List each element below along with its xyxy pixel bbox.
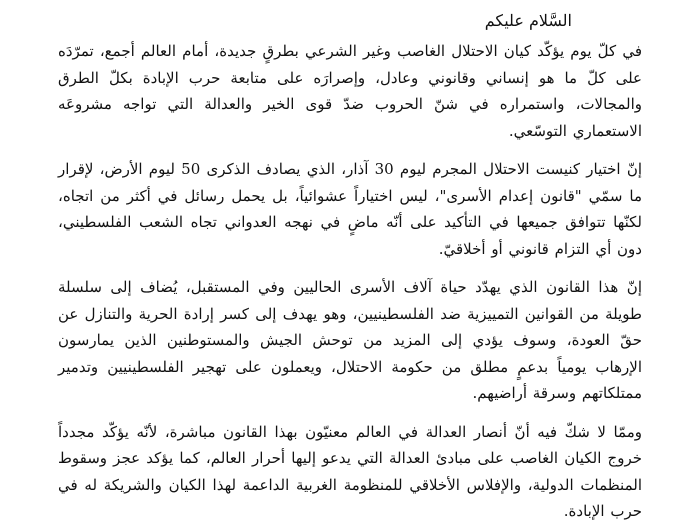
paragraph-3: إنّ هذا القانون الذي يهدّد حياة آلاف الأسرى الحاليين وفي المستقبل، يُضاف إلى سلسلة طويلة من القوانين التمييزية ضد الفلسطينيين، وهو يهدف إلى كسر إرادة الحرية والتنازل عن حقّ العودة، وسوف يؤدي إلى المزيد من توحش الجيش والمستوطنين الذين يمارسون الإرهاب يومياً بدعمٍ مطلق من حكومة الاحتلال، ويعملون على تهجير الفلسطينيين وتدمير ممتلكاتهم وسرقة أراضيهم. (58, 278, 642, 402)
paragraph-1: في كلّ يوم يؤكّد كيان الاحتلال الغاصب وغير الشرعي بطرقٍ جديدة، أمام العالم أجمع، تمرّدَه على كلّ ما هو إنساني وقانوني وعادل، وإصرارَه على متابعة حرب الإبادة بكلّ الطرق والمجالات، واستمراره في شنّ الحروب ضدّ قوى الخير والعدالة التي تواجه مشروعَه الاستعماري التوسّعي. (58, 42, 642, 140)
paragraph-4: وممّا لا شكّ فيه أنّ أنصار العدالة في العالم معنيّون بهذا القانون مباشرة، لأنّه يؤكّد مجدداً خروج الكيان الغاصب على مبادئ العدالة التي يدعو إليها أحرار العالم، كما يؤكد عجز وسقوط المنظمات الدولية، والإفلاس الأخلاقي للمنظومة الغربية الداعمة لهذا الكيان والشريكة له في حرب الإبادة. (58, 422, 642, 520)
paragraph-2: إنّ اختيار كنيست الاحتلال المجرم ليوم 30 آذار، الذي يصادف الذكرى 50 ليوم الأرض، لإقرار ما سمّي "قانون إعدام الأسرى"، ليس اختياراً عشوائياً، بل يحمل رسائل في أكثر من اتجاه، لكنّها تتوافق جميعها في التأكيد على أنّه ماضٍ في نهجه العدواني تجاه الشعب الفلسطيني، دون أي التزام قانوني أو أخلاقيّ. (58, 160, 643, 258)
greeting-line: السَّلام عليكم (484, 11, 572, 30)
